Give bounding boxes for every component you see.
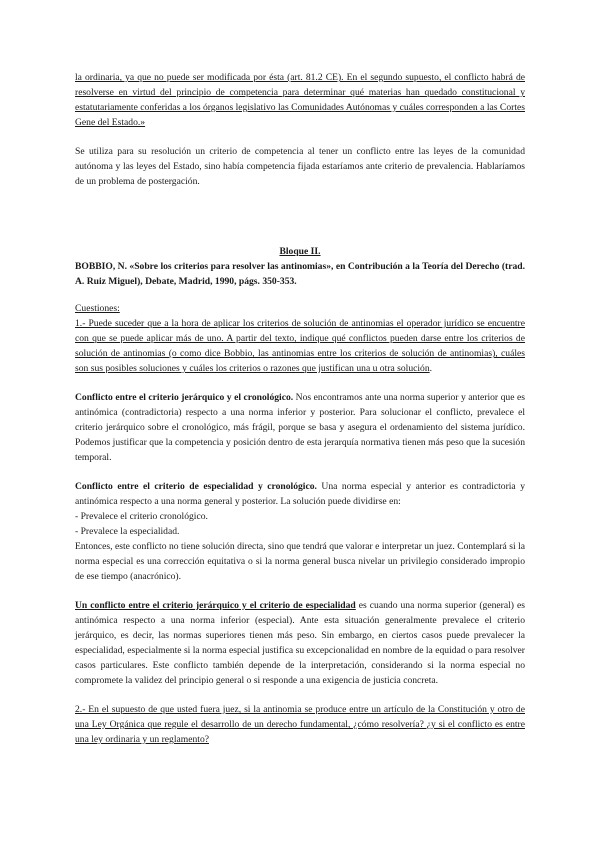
question-1-end: . (429, 363, 433, 374)
conflict-2-list-item: - Prevalece el criterio cronológico. (75, 511, 208, 522)
conflict-1-text: Nos encontramos ante una norma superior y anterior que es antinómica (contradictoria) respecto a una norma inferior y posterior. Para solucionar el conflicto, prevalece el criterio jerárquico sobre el cronológico, más frágil, porque se basa y asegura el ordenamiento del sistema jurídico. Podemos justificar que la competencia y posición dentro de esta jerarquía normativa tienen más peso que la sucesión temporal. (75, 392, 525, 463)
conflict-1-heading: Conflicto entre el criterio jerárquico y el cronológico. (75, 392, 294, 403)
paragraph-competence: Se utiliza para su resolución un criterio de competencia al tener un conflicto entre las leyes de la comunidad autónoma y las leyes del Estado, sino había competencia fijada estaríamos ante criterio de prevalencia. Hablaríamos de un problema de postergación. (75, 146, 525, 187)
conflict-specialty-chronological (75, 479, 525, 584)
questions-label: Cuestiones: (75, 303, 120, 314)
section-title: Bloque II. (279, 246, 321, 257)
question-1-text: 1.- Puede suceder que a la hora de aplicar los criterios de solución de antinomias el operador jurídico se encuentre con que se puede aplicar más de uno. A partir del texto, indique qué conflictos pueden darse entre los criterios de solución de antinomias (o como dice Bobbio, las antinomias entre los criterios de solución de antinomias), cuáles son sus posibles soluciones y cuáles los criterios o razones que justifican una u otra solución (75, 318, 525, 374)
quote-continuation: la ordinaria, ya que no puede ser modificada por ésta (art. 81.2 CE). En el segundo supuesto, el conflicto habrá de resolverse en virtud del principio de competencia para determinar qué materias han quedado constitucional y estatutariamente conferidas a los órganos legislativo las Comunidades Autónomas y cuáles corresponden a las Cortes Gene del Estado.» (75, 72, 525, 128)
bibliographic-reference: BOBBIO, N. «Sobre los criterios para resolver las antinomias», en Contribución a la Teoría del Derecho (trad. A. Ruiz Miguel), Debate, Madrid, 1990, págs. 350-353. (75, 261, 525, 287)
conflict-2-heading: Conflicto entre el criterio de especialidad y cronológico. (75, 481, 317, 492)
conflict-2-text: Una norma especial y anterior es contradictoria y antinómica respecto a una norma general y posterior. La solución puede dividirse en: (75, 481, 525, 507)
question-1 (75, 316, 525, 376)
conflict-2-list-item: - Prevalece la especialidad. (75, 526, 180, 537)
conflict-hierarchical-specialty (75, 598, 525, 688)
conflict-2-after: Entonces, este conflicto no tiene solución directa, sino que tendrá que valorar e interpretar un juez. Contemplará si la norma especial es una corrección equitativa o si la norma general busca nivelar un privilegio considerado impropio de ese tiempo (anacrónico). (75, 541, 525, 582)
conflict-3-heading: Un conflicto entre el criterio jerárquico y el criterio de especialidad (75, 600, 356, 611)
conflict-hierarchical-chronological (75, 390, 525, 465)
question-2: 2.- En el supuesto de que usted fuera juez, si la antinomia se produce entre un artículo de la Constitución y otro de una Ley Orgánica que regule el desarrollo de un derecho fundamental, ¿cómo resolvería? ¿y si el conflicto es entre una ley ordinaria y un reglamento? (75, 704, 525, 745)
conflict-3-text: es cuando una norma superior (general) es antinómica respecto a una norma inferior (especial). Ante esta situación generalmente prevalece el criterio jerárquico, es decir, las normas superiores tienen más peso. Sin embargo, en ciertos casos puede prevalecer la especialidad, especialmente si la norma especial justifica su excepcionalidad en nombre de la equidad o para resolver casos particulares. Este conflicto también depende de la interpretación, considerando si la norma especial no compromete la validez del principio general o si responde a una exigencia de justicia concreta. (75, 600, 525, 686)
